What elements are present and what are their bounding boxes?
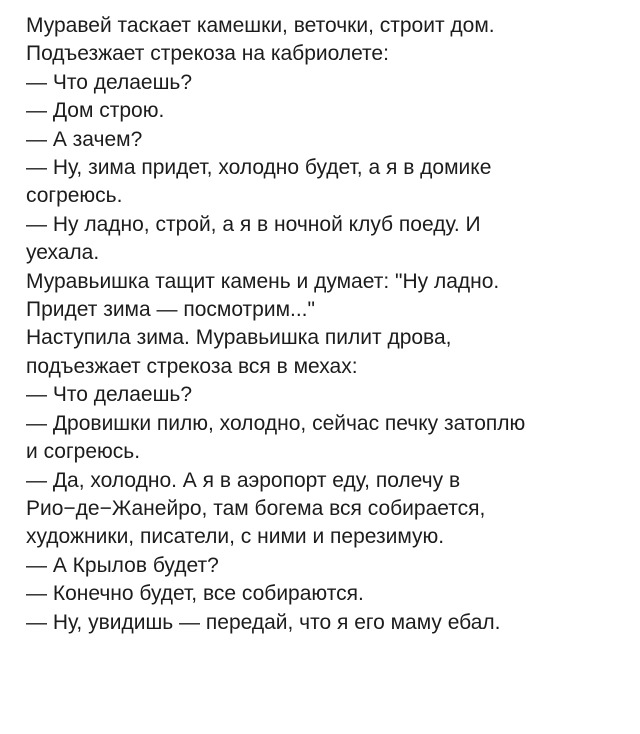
text-line: — Дом строю. — [26, 99, 165, 123]
text-line: Муравей таскает камешки, веточки, строит дом. — [26, 14, 495, 37]
text-line: согреюсь. — [26, 184, 123, 208]
text-line: — Да, холодно. А я в аэропорт еду, полечу в — [26, 468, 461, 492]
text-line: Рио−де−Жанейро, там богема вся собирается, — [26, 496, 486, 520]
text-line: — А Крылов будет? — [26, 553, 219, 577]
text-line: — Ну ладно, строй, а я в ночной клуб поеду. И — [26, 212, 481, 236]
text-line: — Дровишки пилю, холодно, сейчас печку затоплю — [26, 411, 526, 435]
text-line: и согреюсь. — [26, 440, 141, 464]
text-line: — Конечно будет, все собираются. — [26, 582, 364, 606]
text-line: — А зачем? — [26, 127, 143, 151]
text-line: — Что делаешь? — [26, 383, 193, 407]
text-line: — Ну, зима придет, холодно будет, а я в домике — [26, 156, 492, 180]
text-line: Наступила зима. Муравьишка пилит дрова, — [26, 326, 452, 350]
text-line: уехала. — [26, 241, 100, 265]
text-line: — Ну, увидишь — передай, что я его маму ебал. — [26, 610, 501, 634]
joke-text — [26, 12, 626, 637]
text-line: Муравьишка тащит камень и думает: "Ну ладно. — [26, 269, 500, 293]
text-line: Подъезжает стрекоза на кабриолете: — [26, 42, 389, 66]
text-line: — Что делаешь? — [26, 70, 193, 94]
text-line: художники, писатели, с ними и перезимую. — [26, 525, 445, 549]
text-line: Придет зима — посмотрим..." — [26, 298, 315, 322]
text-line: подъезжает стрекоза вся в мехах: — [26, 354, 358, 378]
